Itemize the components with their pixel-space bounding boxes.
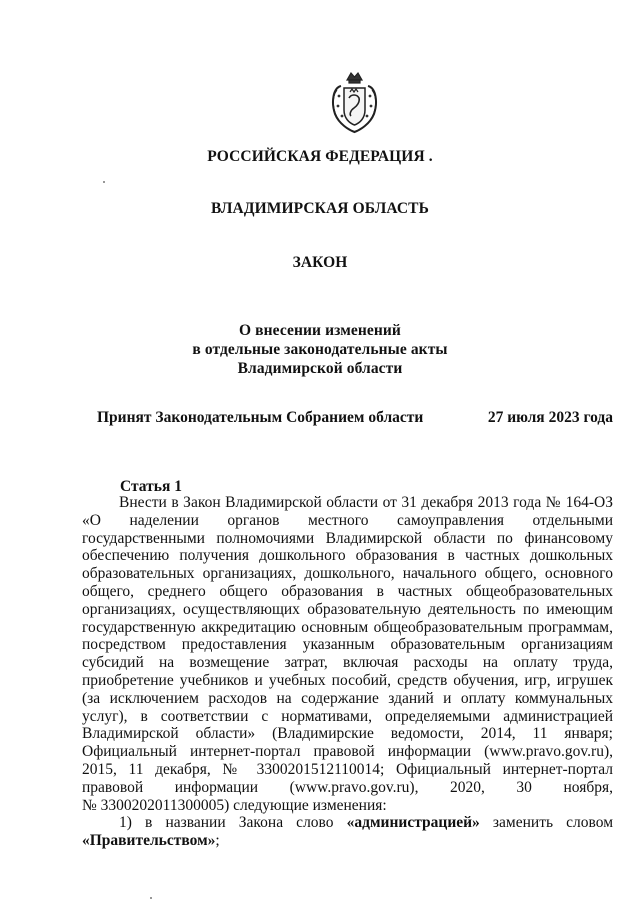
body-line: государственными полномочиями Владимирской области по финансовому bbox=[82, 529, 613, 547]
body-line: 2015, 11 декабря, № 3300201512110014; Официальный интернет-портал bbox=[82, 760, 613, 778]
adoption-line bbox=[97, 409, 613, 427]
item-1-prefix: 1) в названии Закона слово bbox=[119, 814, 347, 832]
coat-of-arms-icon bbox=[327, 68, 382, 134]
item-1-new-word: «Правительством» bbox=[82, 832, 216, 850]
scan-speck bbox=[103, 181, 105, 183]
region-title: ВЛАДИМИРСКАЯ ОБЛАСТЬ bbox=[211, 200, 429, 217]
subject-line: Владимирской области bbox=[237, 360, 403, 377]
document-type-title: ЗАКОН bbox=[292, 254, 348, 271]
item-1-old-word: «администрацией» bbox=[346, 814, 480, 832]
country-title: РОССИЙСКАЯ ФЕДЕРАЦИЯ . bbox=[207, 148, 433, 165]
body-line: общего, среднего общего образования в частных общеобразовательных bbox=[82, 582, 613, 600]
body-line: посредством предоставления указанным образовательным организациям bbox=[82, 636, 613, 654]
body-line: государственную аккредитацию основным общеобразовательным программам, bbox=[82, 618, 613, 636]
article-body bbox=[82, 494, 613, 850]
body-line: (за исключением расходов на содержание зданий и оплату коммунальных bbox=[82, 689, 613, 707]
body-line: «О наделении органов местного самоуправления отдельными bbox=[82, 511, 613, 529]
article-title: Статья 1 bbox=[120, 478, 182, 495]
item-1-end: ; bbox=[215, 832, 220, 850]
scan-speck bbox=[150, 897, 152, 899]
body-line: Внести в Закон Владимирской области от 31 декабря 2013 года № 164-ОЗ bbox=[119, 494, 613, 511]
body-line: № 3300202011300005) следующие изменения: bbox=[82, 796, 387, 814]
body-line: услуг), в соответствии с нормативами, определяемыми администрацией bbox=[82, 707, 613, 725]
item-1-line bbox=[82, 814, 613, 832]
body-line: Владимирской области» (Владимирские ведомости, 2014, 11 января; bbox=[82, 725, 613, 743]
body-line: приобретение учебников и учебных пособий, средств обучения, игр, игрушек bbox=[82, 671, 613, 689]
law-subject bbox=[0, 321, 640, 378]
body-line: образовательных организациях, дошкольного, начального общего, основного bbox=[82, 565, 613, 583]
item-1-line bbox=[82, 832, 613, 850]
adopted-by: Принят Законодательным Собранием области bbox=[97, 409, 424, 426]
subject-line: О внесении изменений bbox=[239, 322, 401, 339]
body-line: субсидий на возмещение затрат, включая расходы на оплату труда, bbox=[82, 654, 613, 672]
adoption-date: 27 июля 2023 года bbox=[487, 409, 613, 426]
body-line: обеспечению получения дошкольного образования в частных дошкольных bbox=[82, 547, 613, 565]
subject-line: в отдельные законодательные акты bbox=[192, 341, 448, 358]
body-line: Официальный интернет-портал правовой информации (www.pravo.gov.ru), bbox=[82, 743, 613, 761]
item-1-middle: заменить словом bbox=[479, 814, 613, 832]
body-line: правовой информации (www.pravo.gov.ru), 2020, 30 ноября, bbox=[82, 778, 613, 796]
body-line: организациях, осуществляющих образовательную деятельность по имеющим bbox=[82, 600, 613, 618]
